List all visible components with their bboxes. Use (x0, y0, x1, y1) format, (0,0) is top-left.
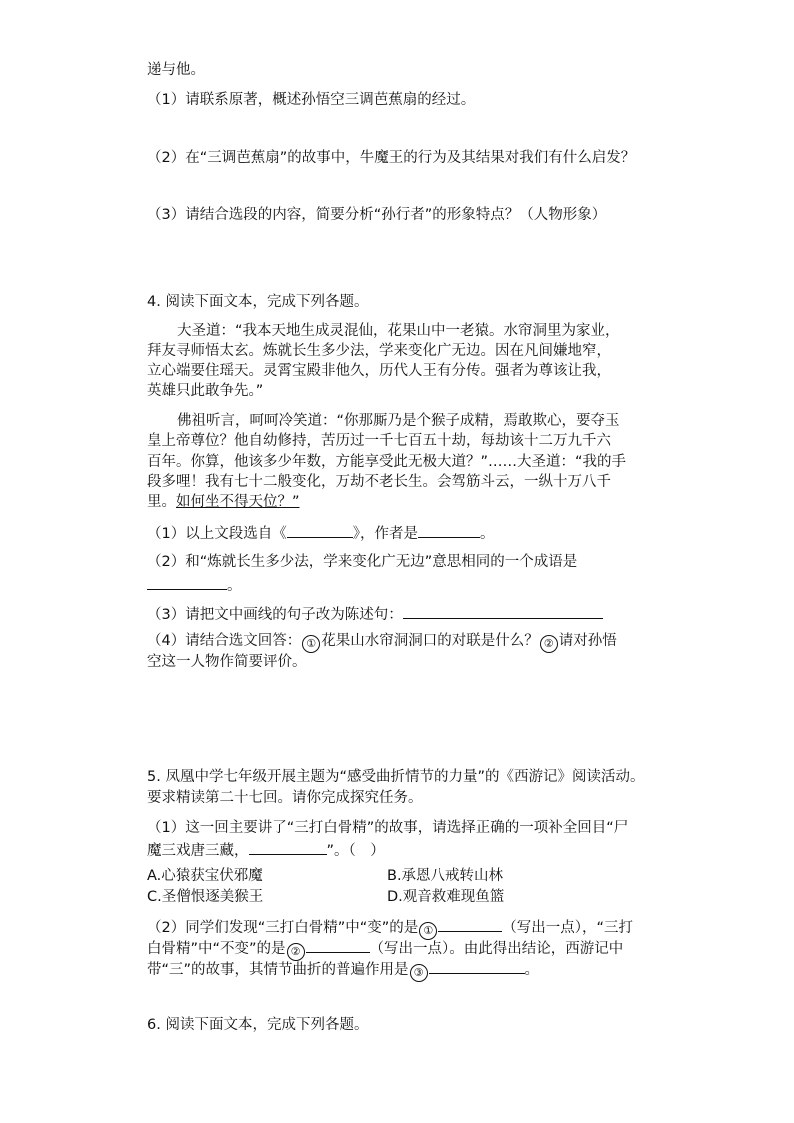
option-b[interactable]: B.承恩八戒转山林 (387, 868, 504, 884)
question-5-2-cont (147, 957, 539, 982)
section-5-title: 5. 凤凰中学七年级开展主题为“感受曲折情节的力量”的《西游记》阅读活动。 (147, 769, 645, 785)
question-text: （1）以上文段选自《 (147, 526, 287, 542)
passage-line (147, 492, 300, 512)
question-text: 魔三戏唐三藏， (147, 843, 249, 859)
question-4-4 (147, 631, 617, 653)
section-5-title-cont: 要求精读第二十七回。请你完成探究任务。 (147, 790, 423, 806)
question-3-1: （1）请联系原著，概述孙悟空三调芭蕉扇的经过。 (147, 92, 476, 108)
question-text: 白骨精”中“不变”的是 (147, 941, 286, 957)
question-text: （写出一点）。由此得出结论，西游记中 (369, 941, 624, 957)
answer-blank[interactable] (418, 521, 480, 538)
passage-line: 立心端要住瑶天。灵霄宝殿非他久，历代人王有分传。强者为尊该让我， (147, 363, 611, 379)
answer-blank[interactable] (438, 915, 502, 932)
question-4-2: （2）和“炼就长生多少法，学来变化广无边”意思相同的一个成语是 (147, 554, 578, 570)
answer-blank[interactable] (147, 573, 227, 590)
question-4-2-answer (147, 573, 242, 596)
passage-line: 大圣道：“我本天地生成灵混仙，花果山中一老猿。水帘洞里为家业， (177, 323, 620, 339)
question-text: （写出一点），“三打 (502, 920, 634, 936)
passage-line: 英雄只此敢争先。” (147, 383, 264, 399)
answer-blank[interactable] (306, 936, 370, 953)
question-text: 》，作者是 (352, 526, 418, 542)
answer-blank[interactable] (287, 521, 353, 538)
underlined-sentence: 如何坐不得天位？” (176, 494, 300, 510)
question-5-1: （1）这一回主要讲了“三打白骨精”的故事，请选择正确的一项补全回目“尸 (147, 820, 629, 836)
option-c[interactable]: C.圣僧恨逐美猴王 (147, 889, 264, 905)
passage-line: 皇上帝尊位？他自幼修持，苦历过一千七百五十劫，每劫该十二万九千六 (147, 433, 611, 449)
question-text: 。 (227, 578, 242, 594)
question-3-3: （3）请结合选段的内容，简要分析“孙行者”的形象特点？（人物形象） (147, 207, 607, 223)
option-a[interactable]: A.心猿获宝伏邪魔 (147, 868, 263, 884)
question-text: ”。（ ） (326, 843, 385, 859)
question-text: 带“三”的故事，其情节曲折的普遍作用是 (147, 962, 409, 978)
question-4-4-cont: 空这一人物作简要评价。 (147, 654, 307, 670)
answer-blank[interactable] (429, 957, 525, 974)
question-5-1-cont (147, 838, 385, 861)
question-3-2: （2）在“三调芭蕉扇”的故事中，牛魔王的行为及其结果对我们有什么启发？ (147, 150, 636, 166)
passage-line: 百年。你算，他该多少年数，方能享受此无极大道？”……大圣道：“我的手 (147, 454, 627, 470)
question-text: 。 (524, 962, 540, 978)
question-text: （3）请把文中画线的句子改为陈述句： (147, 607, 403, 623)
circled-number: ② (540, 635, 558, 653)
section-4-title: 4. 阅读下面文本，完成下列各题。 (147, 294, 369, 310)
passage-line: 段多哩！我有七十二般变化，万劫不老长生。会驾筋斗云，一纵十万八千 (147, 474, 611, 490)
passage-text: 里。 (147, 494, 176, 510)
circled-number: ② (287, 943, 305, 961)
circled-number: ① (302, 635, 320, 653)
text-line: 递与他。 (147, 62, 205, 78)
question-4-3 (147, 602, 603, 625)
question-4-1 (147, 521, 494, 544)
answer-blank[interactable] (403, 602, 603, 619)
passage-line: 拜友寻师悟太玄。炼就长生多少法，学来变化广无边。因在凡间嫌地窄， (147, 343, 611, 359)
passage-line: 佛祖听言，呵呵冷笑道：“你那厮乃是个猴子成精，焉敢欺心，要夺玉 (177, 413, 620, 429)
option-d[interactable]: D.观音救难现鱼篮 (387, 889, 505, 905)
circled-number: ③ (410, 964, 428, 982)
question-text: 花果山水帘洞洞口的对联是什么？ (321, 633, 539, 649)
circled-number: ① (419, 922, 437, 940)
question-text: 请对孙悟 (558, 633, 617, 649)
answer-blank[interactable] (249, 838, 327, 855)
question-text: （2）同学们发现“三打白骨精”中“变”的是 (147, 920, 419, 936)
question-text: 。 (479, 526, 495, 542)
section-6-title: 6. 阅读下面文本，完成下列各题。 (147, 1017, 369, 1033)
question-text: （4）请结合选文回答： (147, 633, 302, 649)
